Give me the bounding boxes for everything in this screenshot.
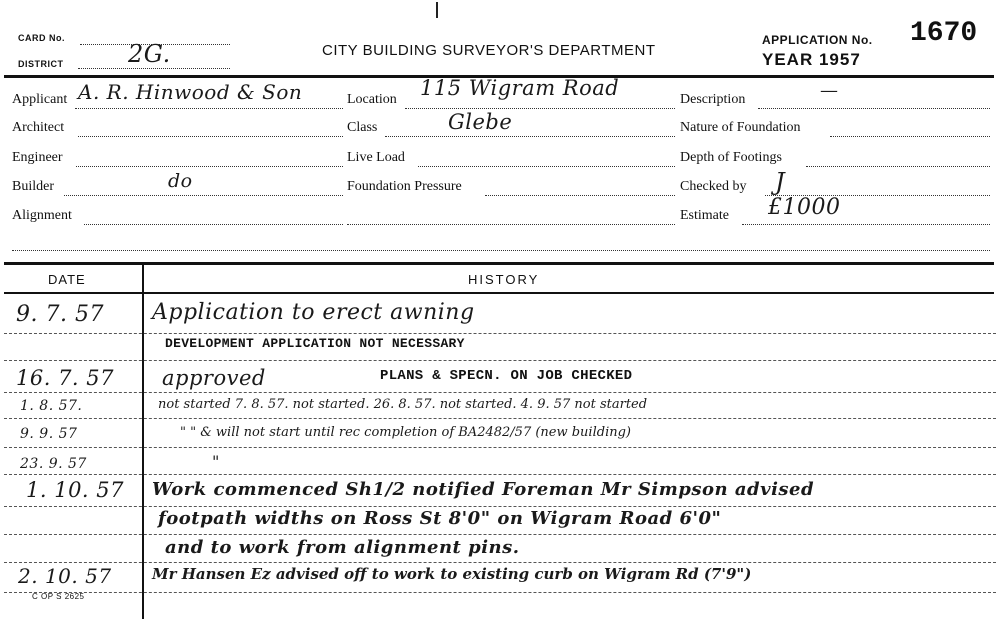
history-date: 16. 7. 57 [16,366,115,390]
development-stamp: DEVELOPMENT APPLICATION NOT NECESSARY [165,336,465,351]
architect-line [78,136,343,137]
location-line [405,108,675,109]
application-no-label: APPLICATION No. [762,33,873,47]
year-label: YEAR 1957 [762,50,861,69]
live-load-line [418,166,675,167]
history-entry: Work commenced Sh1/2 notified Foreman Mr Simpson advised [152,479,815,500]
date-column-divider [142,262,144,619]
architect-label: Architect [12,120,65,135]
class-label: Class [347,120,378,135]
row-line [4,418,996,419]
district-value: 2G. [128,40,171,68]
checked-by-value: J [775,168,786,196]
foundation-pressure-label: Foundation Pressure [347,179,462,194]
plans-checked-stamp: PLANS & SPECN. ON JOB CHECKED [380,368,633,384]
live-load-label: Live Load [347,150,405,165]
history-date: 9. 7. 57 [16,302,104,327]
history-date: 9. 9. 57 [20,426,78,442]
top-tick [436,2,438,18]
description-label: Description [680,92,746,107]
row-line [4,506,996,507]
district-label: DISTRICT [18,59,64,69]
applicant-label: Applicant [12,92,68,107]
depth-of-footings-line [806,166,990,167]
history-date: 1. 10. 57 [26,478,125,502]
row-line [4,562,996,563]
foundation-pressure-line [485,195,675,196]
engineer-label: Engineer [12,150,63,165]
row-line [4,474,996,475]
builder-label: Builder [12,179,54,194]
history-entry: footpath widths on Ross St 8'0" on Wigram Road 6'0" [158,508,722,529]
estimate-line [742,224,990,225]
history-date: 2. 10. 57 [18,564,112,588]
class-value: Glebe [448,110,513,134]
blank-line-full [12,250,990,251]
depth-of-footings-label: Depth of Footings [680,150,782,165]
history-entry: " " & will not start until rec completion of BA2482/57 (new building) [180,425,631,440]
estimate-label: Estimate [680,208,729,223]
application-no: 1670 [910,18,978,49]
history-date: 23. 9. 57 [20,456,87,472]
builder-line [64,195,343,196]
alignment-line [84,224,343,225]
location-label: Location [347,92,397,107]
engineer-line [76,166,343,167]
history-entry: " [212,452,220,471]
history-header: HISTORY [468,272,540,287]
applicant-line [75,108,343,109]
checked-by-label: Checked by [680,179,747,194]
builder-value: do [168,170,193,192]
history-entry: Mr Hansen Ez advised off to work to existing curb on Wigram Rd (7'9") [152,565,752,583]
date-header: DATE [48,272,86,287]
history-entry: and to work from alignment pins. [165,537,520,558]
district-line [78,68,230,69]
history-entry: not started 7. 8. 57. not started. 26. 8. 57. not started. 4. 9. 57 not started [158,397,648,412]
history-entry: Application to erect awning [152,300,475,325]
applicant-value: A. R. Hinwood & Son [78,80,303,104]
department-title: CITY BUILDING SURVEYOR'S DEPARTMENT [322,42,656,59]
location-value: 115 Wigram Road [420,76,620,100]
row-line [4,360,996,361]
history-entry: approved [162,366,266,390]
nature-of-foundation-line [830,136,990,137]
history-header-rule [4,292,994,294]
estimate-value: £1000 [768,195,841,220]
nature-of-foundation-label: Nature of Foundation [680,120,801,135]
blank-line-col2 [347,224,675,225]
alignment-label: Alignment [12,208,72,223]
card-no-label: CARD No. [18,33,65,43]
form-code: C OP S 2625 [32,592,85,601]
row-line [4,534,996,535]
row-line [4,333,996,334]
row-line [4,447,996,448]
history-top-rule [4,262,994,265]
description-line [758,108,990,109]
description-value: — [820,80,839,101]
row-line [4,592,996,593]
history-date: 1. 8. 57. [20,398,83,414]
class-line [385,136,675,137]
row-line [4,392,996,393]
